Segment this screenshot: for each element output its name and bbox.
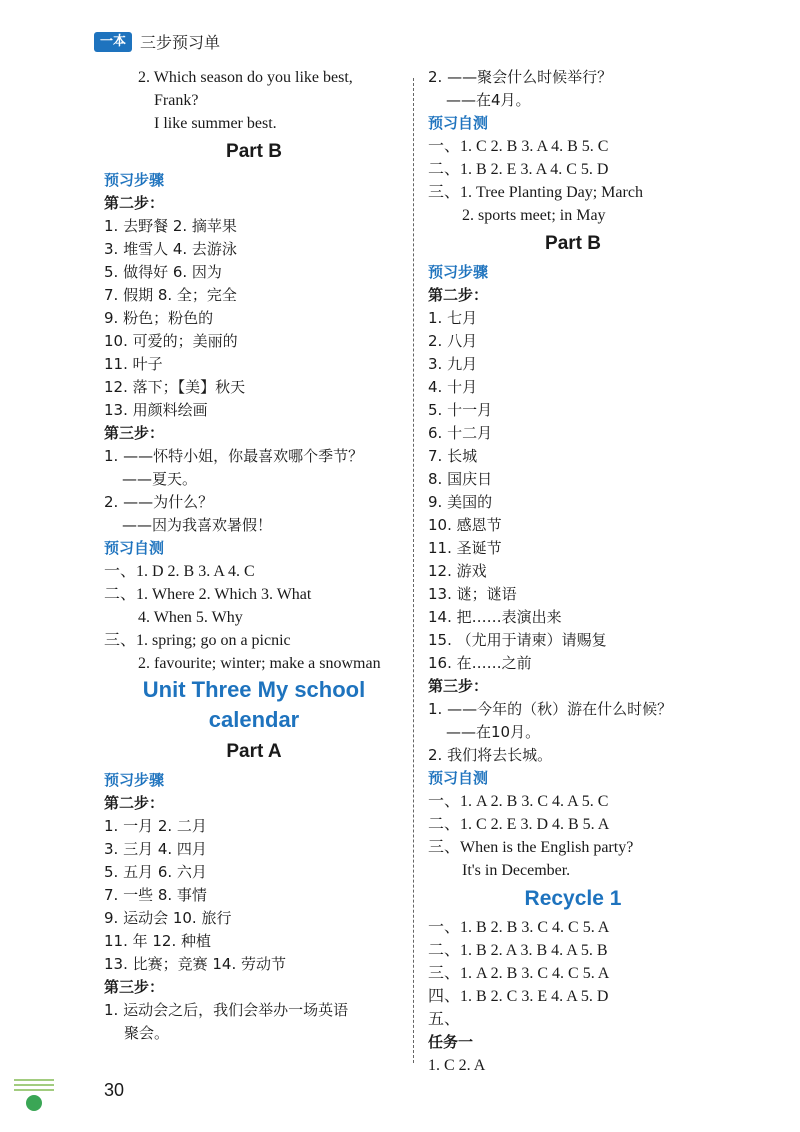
- vocab-line: 9. 粉色；粉色的: [104, 309, 214, 327]
- vocab-line: 7. 长城: [428, 447, 478, 465]
- vocab-line: 1. 一月 2. 二月: [104, 817, 207, 835]
- logo-mark-icon: [26, 1095, 42, 1111]
- answer-line: 三、1. spring; go on a picnic: [104, 632, 291, 649]
- vocab-line: 3. 三月 4. 四月: [104, 840, 207, 858]
- part-heading: Part B: [545, 233, 601, 254]
- answer-line: 2. Which season do you like best,: [138, 69, 353, 86]
- answer-line: 2. sports meet; in May: [462, 207, 606, 224]
- answer-line: 三、When is the English party?: [428, 839, 634, 856]
- part-heading: Part B: [226, 141, 282, 162]
- dialog-line: 2. ——为什么？: [104, 493, 214, 511]
- right-column: [428, 66, 718, 1077]
- dialog-line: ——因为我喜欢暑假！: [122, 516, 273, 534]
- vocab-line: 13. 谜；谜语: [428, 585, 517, 603]
- book-title: 三步预习单: [140, 33, 221, 52]
- vocab-line: 13. 比赛；竞赛 14. 劳动节: [104, 955, 287, 973]
- vocab-line: 1. 去野餐 2. 摘苹果: [104, 217, 237, 235]
- publisher-logo: [12, 1076, 56, 1124]
- vocab-line: 8. 国庆日: [428, 470, 493, 488]
- answer-line: 三、1. Tree Planting Day; March: [428, 184, 643, 201]
- step-label: 第三步：: [428, 677, 489, 695]
- vocab-line: 2. 八月: [428, 332, 478, 350]
- section-heading: 预习自测: [428, 114, 489, 132]
- dialog-line: 1. ——今年的（秋）游在什么时候？: [428, 700, 673, 718]
- page-number: 30: [104, 1080, 125, 1100]
- sentence-line: 1. 运动会之后，我们会举办一场英语: [104, 1001, 349, 1019]
- dialog-line: 2. 我们将去长城。: [428, 746, 553, 764]
- vocab-line: 7. 假期 8. 全；完全: [104, 286, 237, 304]
- brand-badge: 一本: [94, 32, 132, 52]
- answer-line: I like summer best.: [154, 115, 277, 132]
- page-header: [94, 30, 220, 53]
- answer-line: 2. favourite; winter; make a snowman: [138, 655, 381, 672]
- vocab-line: 14. 把……表演出来: [428, 608, 562, 626]
- answer-line: 五、: [428, 1011, 461, 1028]
- step-label: 第二步：: [428, 286, 489, 304]
- dialog-line: 2. ——聚会什么时候举行？: [428, 68, 613, 86]
- answer-line: 二、1. C 2. E 3. D 4. B 5. A: [428, 816, 610, 833]
- vocab-line: 12. 游戏: [428, 562, 487, 580]
- answer-line: 4. When 5. Why: [138, 609, 243, 626]
- answer-line: 二、1. B 2. A 3. B 4. A 5. B: [428, 942, 608, 959]
- vocab-line: 7. 一些 8. 事情: [104, 886, 207, 904]
- vocab-line: 11. 圣诞节: [428, 539, 502, 557]
- unit-title: [104, 675, 404, 735]
- vocab-line: 3. 堆雪人 4. 去游泳: [104, 240, 237, 258]
- column-divider: [413, 78, 414, 1063]
- vocab-line: 11. 年 12. 种植: [104, 932, 212, 950]
- vocab-line: 3. 九月: [428, 355, 478, 373]
- answer-line: It's in December.: [462, 862, 571, 879]
- step-label: 第三步：: [104, 424, 165, 442]
- unit-title-line: Unit Three My school: [142, 677, 366, 702]
- answer-line: 一、1. C 2. B 3. A 4. B 5. C: [428, 138, 609, 155]
- vocab-line: 5. 五月 6. 六月: [104, 863, 207, 881]
- unit-title-line: calendar: [208, 707, 300, 732]
- vocab-line: 4. 十月: [428, 378, 478, 396]
- vocab-line: 15. （尤用于请柬）请赐复: [428, 631, 607, 649]
- vocab-line: 10. 可爱的；美丽的: [104, 332, 238, 350]
- vocab-line: 16. 在……之前: [428, 654, 532, 672]
- task-label: 任务一: [428, 1033, 474, 1051]
- vocab-line: 5. 十一月: [428, 401, 493, 419]
- vocab-line: 9. 美国的: [428, 493, 493, 511]
- answer-line: 1. C 2. A: [428, 1057, 486, 1074]
- vocab-line: 6. 十二月: [428, 424, 493, 442]
- answer-line: 一、1. B 2. B 3. C 4. C 5. A: [428, 919, 610, 936]
- section-heading: 预习自测: [104, 539, 165, 557]
- answer-line: 二、1. Where 2. Which 3. What: [104, 586, 312, 603]
- vocab-line: 11. 叶子: [104, 355, 163, 373]
- dialog-line: 1. ——怀特小姐，你最喜欢哪个季节？: [104, 447, 364, 465]
- sentence-line: 聚会。: [124, 1024, 170, 1042]
- vocab-line: 5. 做得好 6. 因为: [104, 263, 222, 281]
- dialog-line: ——在4月。: [446, 91, 531, 109]
- section-heading: 预习步骤: [104, 171, 165, 189]
- answer-line: Frank?: [154, 92, 199, 109]
- answer-line: 二、1. B 2. E 3. A 4. C 5. D: [428, 161, 609, 178]
- dialog-line: ——在10月。: [446, 723, 541, 741]
- vocab-line: 12. 落下；【美】秋天: [104, 378, 246, 396]
- recycle-heading: Recycle 1: [524, 887, 622, 910]
- dialog-line: ——夏天。: [122, 470, 198, 488]
- step-label: 第二步：: [104, 194, 165, 212]
- answer-line: 一、1. A 2. B 3. C 4. A 5. C: [428, 793, 609, 810]
- step-label: 第三步：: [104, 978, 165, 996]
- section-heading: 预习自测: [428, 769, 489, 787]
- vocab-line: 1. 七月: [428, 309, 478, 327]
- part-heading: Part A: [226, 741, 282, 762]
- answer-line: 一、1. D 2. B 3. A 4. C: [104, 563, 255, 580]
- step-label: 第二步：: [104, 794, 165, 812]
- section-heading: 预习步骤: [428, 263, 489, 281]
- vocab-line: 13. 用颜料绘画: [104, 401, 208, 419]
- vocab-line: 9. 运动会 10. 旅行: [104, 909, 232, 927]
- vocab-line: 10. 感恩节: [428, 516, 502, 534]
- section-heading: 预习步骤: [104, 771, 165, 789]
- answer-line: 四、1. B 2. C 3. E 4. A 5. D: [428, 988, 609, 1005]
- left-column: [104, 66, 404, 1045]
- answer-line: 三、1. A 2. B 3. C 4. C 5. A: [428, 965, 610, 982]
